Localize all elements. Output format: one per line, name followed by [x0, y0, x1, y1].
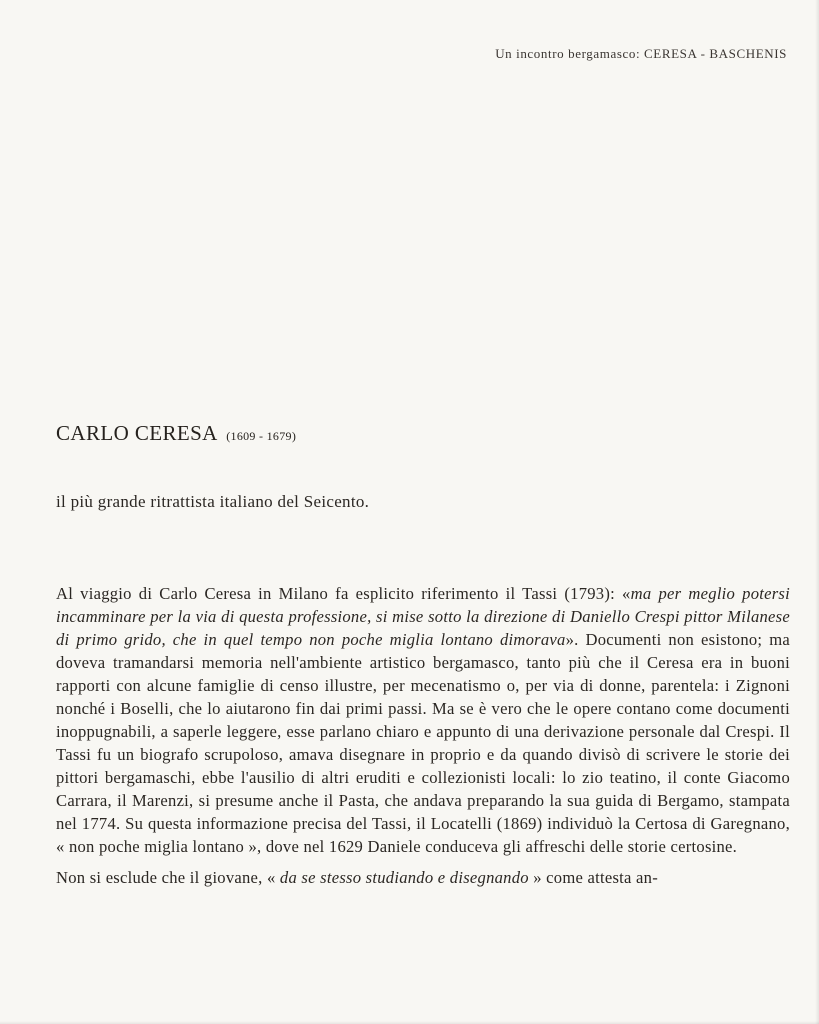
paragraph-1-quotation: ma per meglio potersi incamminare per la via di questa professione, si mise sotto la direzione di Daniello Crespi pittor Milanese di primo grido, che in quel tempo non poche miglia lontano dimorava	[56, 584, 791, 649]
paragraph-1	[56, 582, 790, 858]
paragraph-2-text-end: » come attesta an-	[533, 868, 658, 887]
paragraph-1-text-end: ». Documenti non esistono; ma doveva tramandarsi memoria nell'ambiente artistico bergamasco, tanto più che il Ceresa era in buoni rapporti con alcune famiglie di censo illustre, per mecenatismo o, per via di donne, parentela: i Zignoni nonché i Boselli, che lo aiutarono fin dai primi passi. Ma se è vero che le opere contano come documenti inoppugnabili, a saperle leggere, esse parlano chiaro e appunto di una derivazione personale dal Crespi. Il Tassi fu un biografo scrupoloso, amava disegnare in proprio e da quando divisò di scrivere le storie dei pittori bergamaschi, ebbe l'ausilio di altri eruditi e collezionisti locali: lo zio teatino, il conte Giacomo Carrara, il Marenzi, si presume anche il Pasta, che andava preparando la sua guida di Bergamo, stampata nel 1774. Su questa informazione precisa del Tassi, il Locatelli (1869) individuò la Certosa di Garegnano, « non poche miglia lontano », dove nel 1629 Daniele conduceva gli affreschi delle storie certosine.	[56, 630, 791, 856]
artist-name: CARLO CERESA	[56, 421, 217, 445]
page-edge-shadow	[815, 0, 819, 1024]
paragraph-2-quotation: da se stesso studiando e disegnando	[279, 868, 529, 887]
section-subtitle: il più grande ritrattista italiano del Seicento.	[56, 492, 370, 511]
artist-dates: (1609 - 1679)	[226, 429, 297, 443]
body-text	[56, 582, 790, 889]
paragraph-2-text-start: Non si esclude che il giovane, «	[56, 868, 276, 887]
running-head: Un incontro bergamasco: CERESA - BASCHENIS	[495, 46, 787, 61]
paragraph-2	[56, 866, 790, 889]
section-heading	[56, 421, 296, 446]
paragraph-1-text-start: Al viaggio di Carlo Ceresa in Milano fa esplicito riferimento il Tassi (1793): «	[56, 584, 631, 603]
